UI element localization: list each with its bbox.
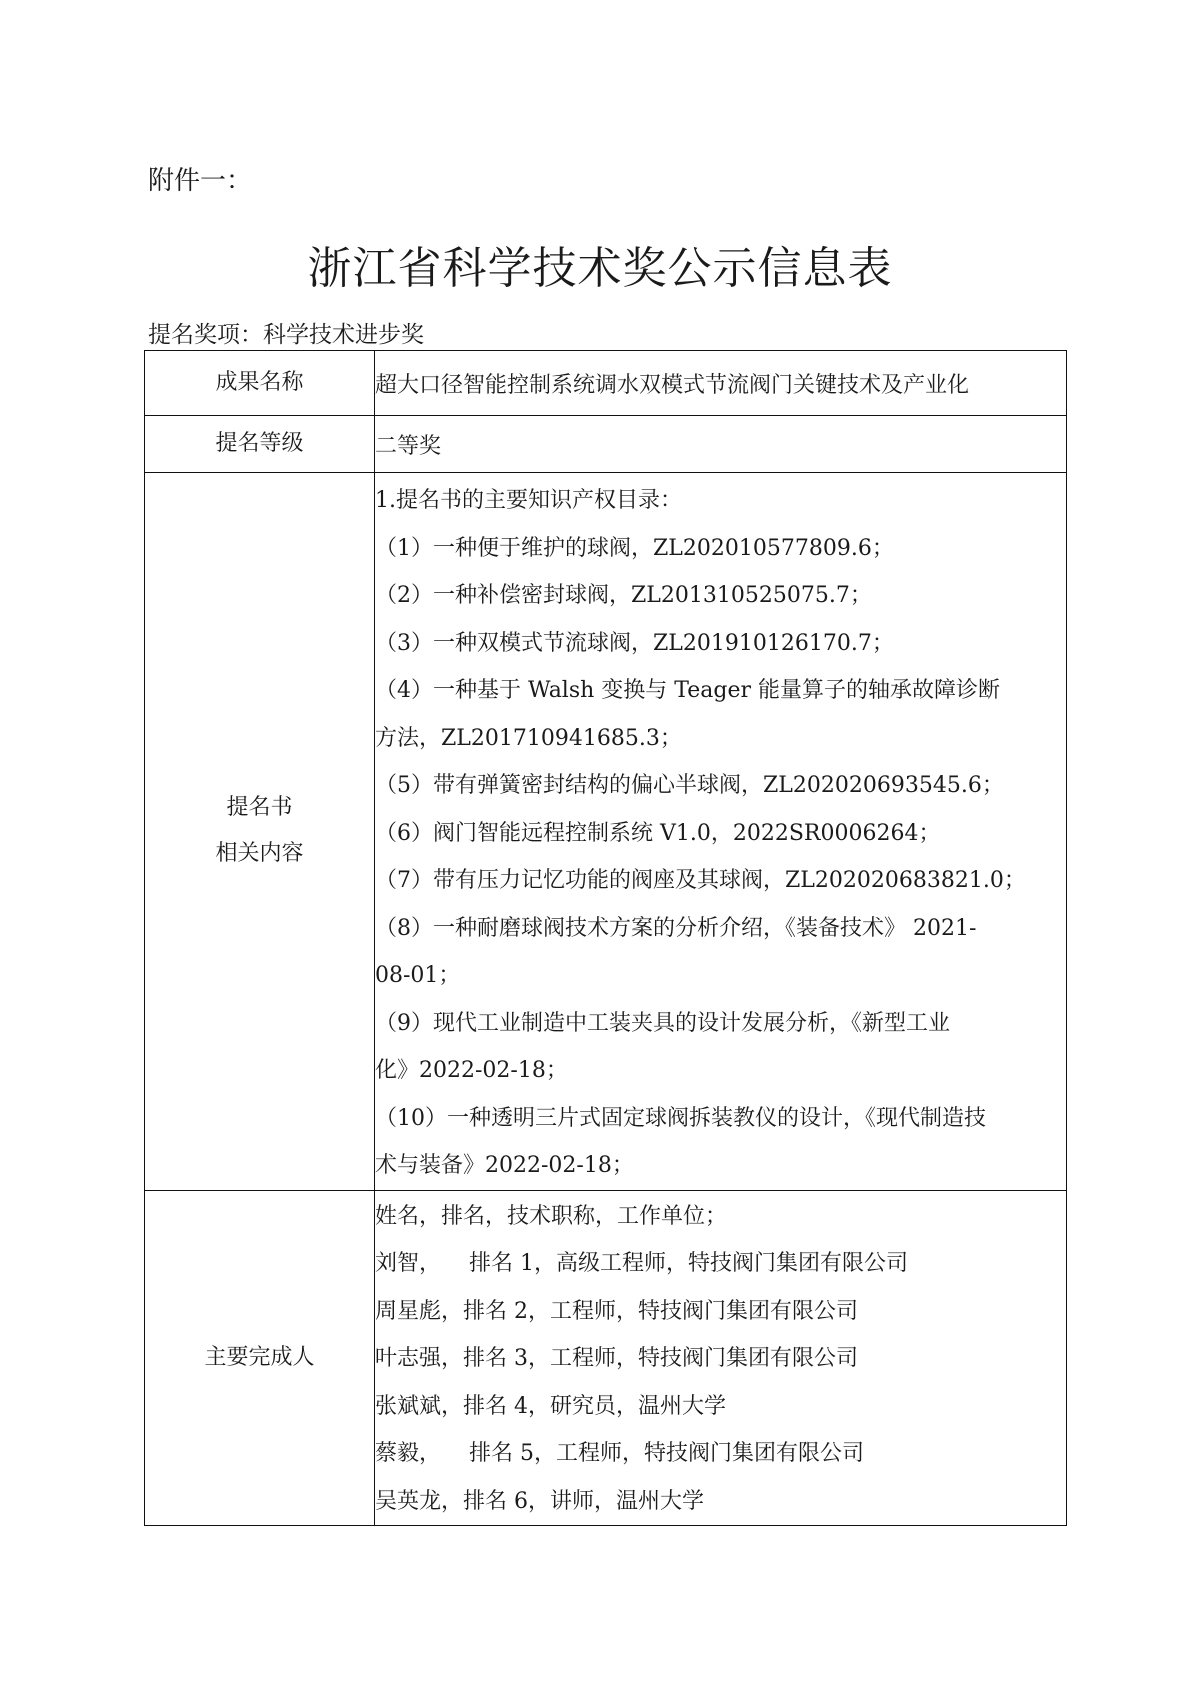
nomination-line: （2）一种补偿密封球阀，ZL201310525075.7； <box>375 583 872 608</box>
nomination-line: 1.提名书的主要知识产权目录： <box>375 488 682 513</box>
nomination-line: 08-01； <box>375 963 461 988</box>
achievement-value: 超大口径智能控制系统调水双模式节流阀门关键技术及产业化 <box>375 351 1067 416</box>
achievement-label: 成果名称 <box>145 351 375 416</box>
people-line: 周星彪，排名 2，工程师，特技阀门集团有限公司 <box>375 1298 858 1324</box>
nomination-line: （4）一种基于 Walsh 变换与 Teager 能量算子的轴承故障诊断 <box>375 678 1001 703</box>
nomination-line: （10）一种透明三片式固定球阀拆装教仪的设计，《现代制造技 <box>375 1105 986 1131</box>
people-label: 主要完成人 <box>145 1190 375 1526</box>
table-row-achievement <box>145 351 1067 416</box>
grade-label: 提名等级 <box>145 416 375 473</box>
nomination-line: （3）一种双模式节流球阀，ZL201910126170.7； <box>375 630 894 656</box>
nomination-line: 方法，ZL201710941685.3； <box>375 725 682 751</box>
nomination-line: 术与装备》2022-02-18； <box>375 1153 634 1178</box>
people-line: 张斌斌，排名 4，研究员，温州大学 <box>375 1393 726 1419</box>
people-line: 蔡毅， 排名 5，工程师，特技阀门集团有限公司 <box>375 1441 864 1466</box>
people-line: 姓名，排名，技术职称，工作单位； <box>375 1203 728 1229</box>
nomination-line: （9）现代工业制造中工装夹具的设计发展分析，《新型工业 <box>375 1010 950 1036</box>
nomination-content <box>375 473 1067 1191</box>
nomination-label-line-1: 提名书 <box>226 795 293 821</box>
nomination-line: 化》2022-02-18； <box>375 1058 568 1083</box>
people-content <box>375 1190 1067 1526</box>
people-line: 刘智， 排名 1，高级工程师，特技阀门集团有限公司 <box>375 1251 908 1276</box>
table-row-people <box>145 1190 1067 1526</box>
nomination-line: （7）带有压力记忆功能的阀座及其球阀，ZL202020683821.0； <box>375 868 1026 893</box>
nomination-label <box>145 473 375 1191</box>
nomination-label-line-2: 相关内容 <box>215 841 304 867</box>
nomination-line: （8）一种耐磨球阀技术方案的分析介绍，《装备技术》 2021- <box>375 915 977 941</box>
award-type: 提名奖项：科学技术进步奖 <box>148 322 424 348</box>
document-title: 浙江省科学技术奖公示信息表 <box>307 243 893 294</box>
nomination-line: （5）带有弹簧密封结构的偏心半球阀，ZL202020693545.6； <box>375 773 1004 798</box>
grade-value: 二等奖 <box>375 416 1067 473</box>
nomination-line: （6）阀门智能远程控制系统 V1.0，2022SR0006264； <box>375 820 941 846</box>
table-row-grade <box>145 416 1067 473</box>
attachment-label: 附件一： <box>148 166 253 196</box>
info-table <box>144 350 1067 1526</box>
people-line: 叶志强，排名 3，工程师，特技阀门集团有限公司 <box>375 1346 858 1371</box>
table-row-nomination <box>145 473 1067 1191</box>
nomination-line: （1）一种便于维护的球阀，ZL202010577809.6； <box>375 535 894 561</box>
people-line: 吴英龙，排名 6，讲师，温州大学 <box>375 1488 704 1514</box>
